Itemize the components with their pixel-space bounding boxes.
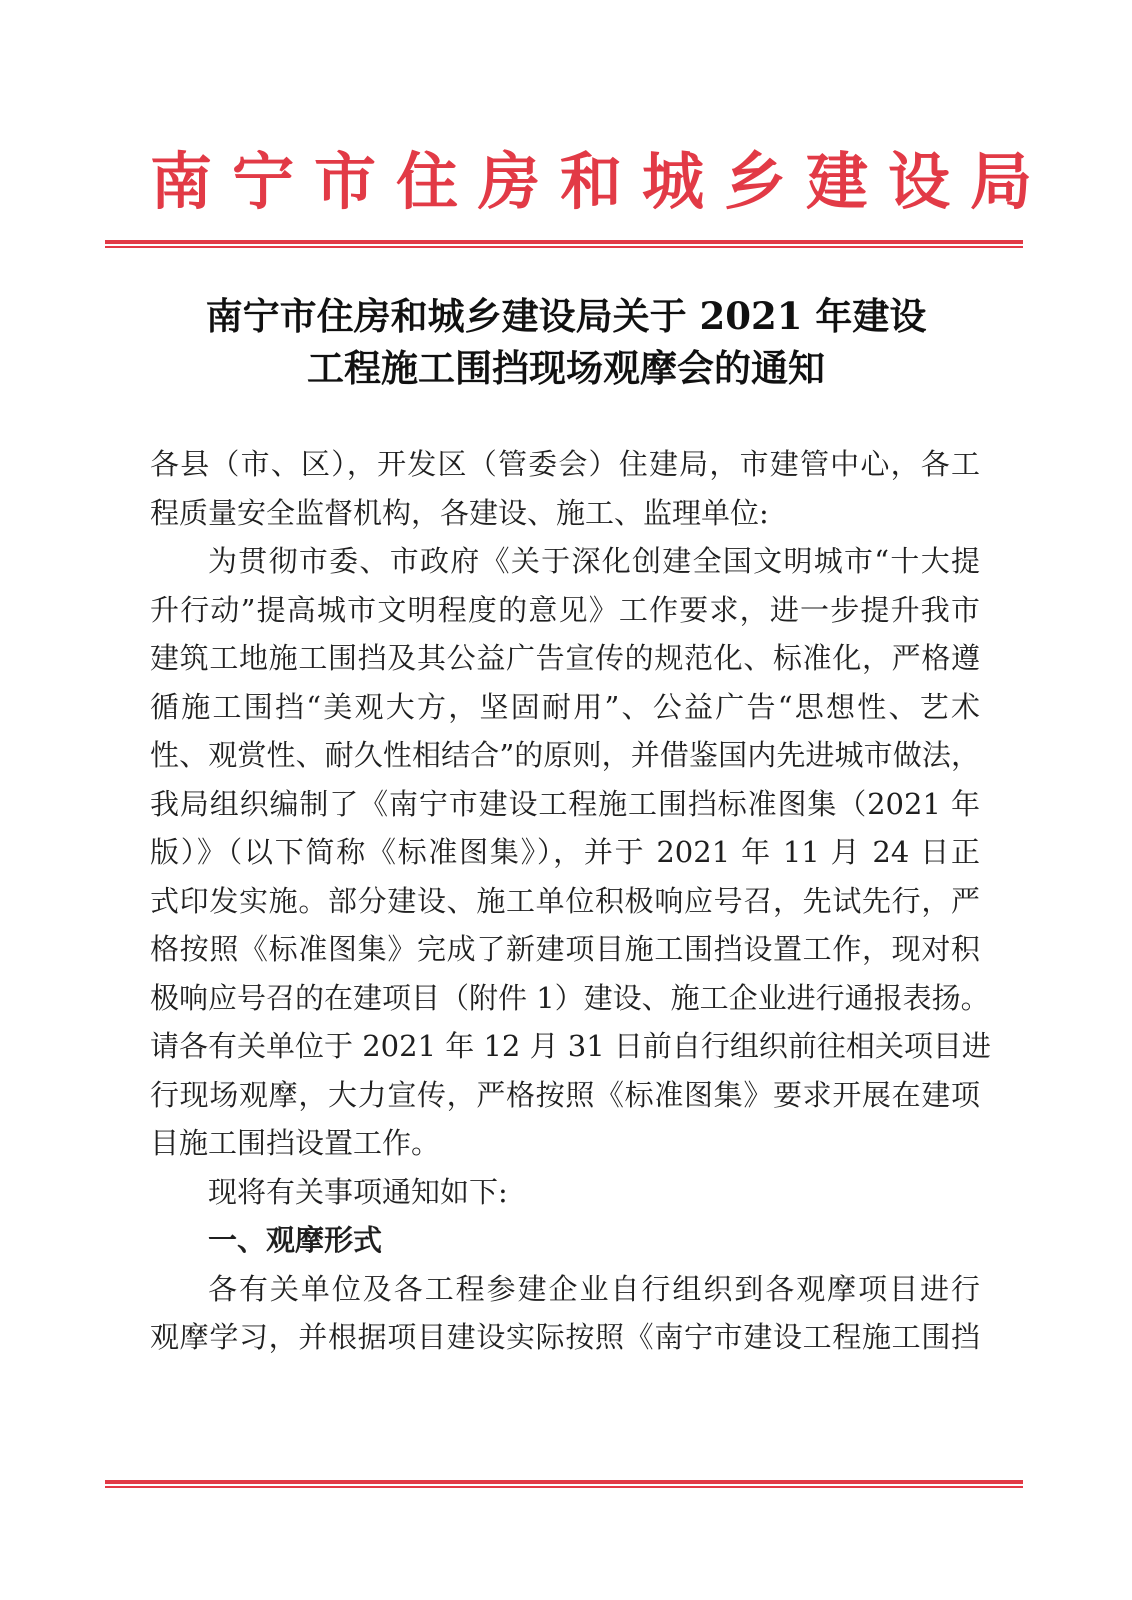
red-rule-thin-line (105, 246, 1023, 248)
document-title-line-2: 工程施工围挡现场观摩会的通知 (307, 346, 825, 390)
body-line: 我局组织编制了《南宁市建设工程施工围挡标准图集（2021 年 (150, 786, 980, 821)
body-line: 目施工围挡设置工作。 (150, 1126, 441, 1160)
body-line: 观摩学习，并根据项目建设实际按照《南宁市建设工程施工围挡 (150, 1320, 980, 1354)
footer-red-rule (105, 1480, 1023, 1488)
body-line: 版）》（以下简称《标准图集》），并于 2021 年 11 月 24 日正 (150, 835, 980, 869)
body-line: 各县（市、区），开发区（管委会）住建局，市建管中心，各工 (150, 447, 980, 481)
letterhead-org-name: 南宁市住房和城乡建设局 (150, 145, 1053, 218)
document-body (150, 440, 991, 1362)
body-line: 现将有关事项通知如下: (208, 1174, 508, 1209)
red-rule-thick-line (105, 240, 1023, 244)
document-title-line-1: 南宁市住房和城乡建设局关于 2021 年建设 (205, 294, 927, 338)
body-line: 建筑工地施工围挡及其公益广告宣传的规范化、标准化，严格遵 (150, 641, 980, 675)
section-heading: 一、观摩形式 (208, 1223, 383, 1257)
red-rule-thick-line (105, 1480, 1023, 1484)
body-line: 性、观赏性、耐久性相结合”的原则，并借鉴国内先进城市做法， (150, 738, 980, 772)
body-line: 极响应号召的在建项目（附件 1）建设、施工企业进行通报表扬。 (150, 980, 990, 1015)
body-line: 请各有关单位于 2021 年 12 月 31 日前自行组织前往相关项目进 (150, 1029, 991, 1063)
document-title (160, 290, 972, 394)
body-line: 为贯彻市委、市政府《关于深化创建全国文明城市“十大提 (208, 544, 980, 578)
body-line: 式印发实施。部分建设、施工单位积极响应号召，先试先行，严 (150, 883, 980, 918)
body-line: 格按照《标准图集》完成了新建项目施工围挡设置工作，现对积 (150, 932, 980, 966)
body-line: 升行动”提高城市文明程度的意见》工作要求，进一步提升我市 (150, 592, 980, 627)
body-line: 行现场观摩，大力宣传，严格按照《标准图集》要求开展在建项 (150, 1077, 980, 1112)
body-line: 循施工围挡“美观大方，坚固耐用”、公益广告“思想性、艺术 (150, 689, 980, 724)
red-rule-thin-line (105, 1486, 1023, 1488)
letterhead-red-rule (105, 240, 1023, 248)
body-line: 程质量安全监督机构，各建设、施工、监理单位: (150, 495, 769, 530)
body-line: 各有关单位及各工程参建企业自行组织到各观摩项目进行 (208, 1271, 980, 1306)
